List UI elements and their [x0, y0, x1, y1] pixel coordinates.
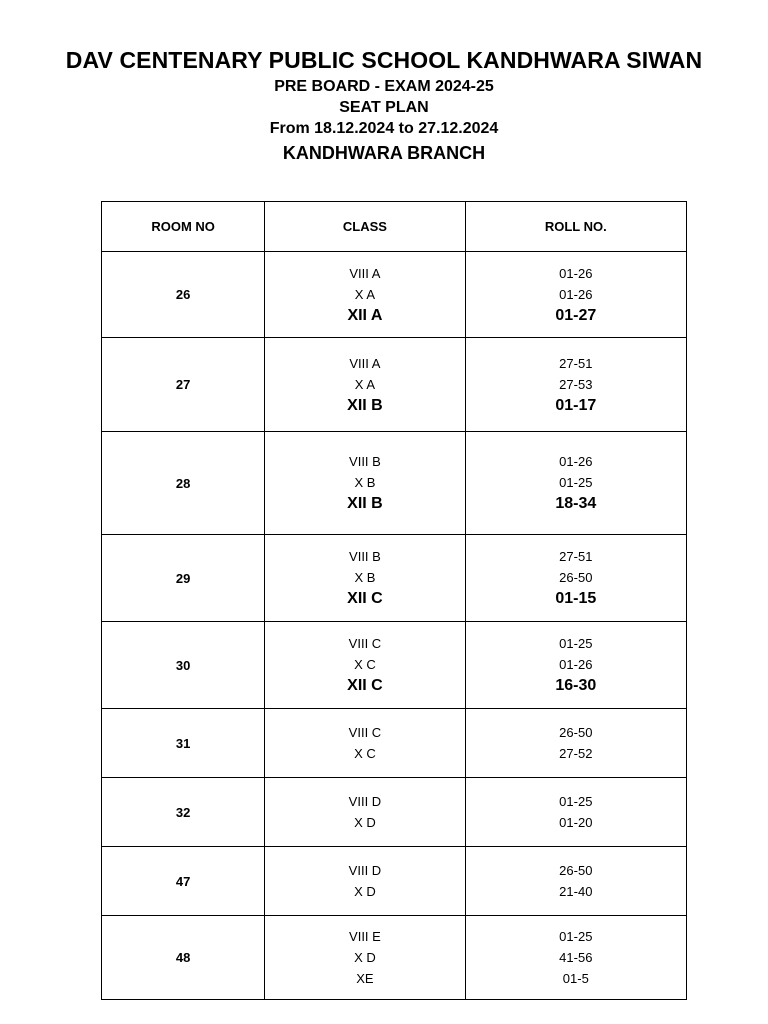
class-entry: XE [356, 971, 374, 986]
roll-range: 41-56 [559, 950, 593, 965]
header-room-no: ROOM NO [102, 202, 265, 252]
roll-range: 26-50 [559, 725, 593, 740]
seat-plan-title: SEAT PLAN [339, 99, 429, 116]
room-number: 26 [102, 252, 265, 338]
room-number: 31 [102, 709, 265, 778]
class-entry: X A [354, 286, 376, 302]
class-entry: XII B [347, 495, 383, 512]
seat-plan-table [101, 201, 687, 1000]
class-cell [265, 432, 465, 535]
roll-cell [465, 709, 686, 778]
roll-range: 18-34 [555, 495, 597, 512]
roll-range: 26-50 [559, 570, 593, 585]
class-entry: XII C [347, 590, 383, 607]
table-row [102, 778, 687, 847]
roll-range: 01-26 [559, 286, 593, 302]
roll-range: 01-26 [559, 265, 593, 281]
class-cell [265, 709, 465, 778]
table-row [102, 338, 687, 432]
room-number: 30 [102, 622, 265, 709]
roll-range: 26-50 [559, 863, 593, 878]
class-entry: VIII B [349, 454, 381, 469]
roll-cell [465, 778, 686, 847]
table-row [102, 535, 687, 622]
class-cell [265, 622, 465, 709]
table-row [102, 916, 687, 1000]
class-entry: VIII A [349, 265, 381, 281]
branch-name: KANDHWARA BRANCH [282, 143, 486, 163]
document-header [0, 44, 768, 166]
roll-range: 27-53 [559, 376, 593, 392]
roll-range: 21-40 [559, 884, 593, 899]
class-entry: VIII D [348, 863, 382, 878]
table-row [102, 622, 687, 709]
roll-range: 27-52 [559, 746, 593, 761]
roll-range: 27-51 [559, 355, 593, 371]
roll-cell [465, 916, 686, 1000]
table-row [102, 709, 687, 778]
class-entry: X C [354, 746, 376, 761]
class-entry: VIII B [349, 549, 381, 564]
roll-cell [465, 432, 686, 535]
class-entry: X C [354, 657, 376, 672]
class-cell [265, 916, 465, 1000]
roll-range: 01-27 [555, 306, 597, 324]
room-number: 48 [102, 916, 265, 1000]
roll-range: 01-17 [555, 396, 597, 414]
exam-title: PRE BOARD - EXAM 2024-25 [274, 78, 494, 95]
room-number: 32 [102, 778, 265, 847]
class-entry: VIII C [348, 636, 382, 651]
class-cell [265, 338, 465, 432]
roll-range: 16-30 [555, 677, 597, 694]
roll-range: 01-5 [562, 971, 589, 986]
table-row [102, 432, 687, 535]
roll-range: 01-26 [559, 454, 593, 469]
class-entry: X B [354, 570, 376, 585]
class-entry: VIII A [349, 355, 381, 371]
class-entry: X B [354, 475, 376, 490]
roll-range: 01-25 [559, 929, 593, 944]
roll-range: 01-25 [559, 794, 593, 809]
table-header-row [102, 202, 687, 252]
header-roll-no: ROLL NO. [465, 202, 686, 252]
class-entry: VIII E [349, 929, 381, 944]
class-entry: VIII C [348, 725, 382, 740]
class-entry: XII A [347, 306, 383, 324]
class-entry: X D [354, 815, 376, 830]
class-cell [265, 847, 465, 916]
class-entry: X A [354, 376, 376, 392]
room-number: 28 [102, 432, 265, 535]
roll-range: 01-20 [559, 815, 593, 830]
class-cell [265, 778, 465, 847]
class-cell [265, 252, 465, 338]
roll-range: 01-25 [559, 475, 593, 490]
roll-range: 01-26 [559, 657, 593, 672]
roll-range: 01-15 [555, 590, 597, 607]
room-number: 27 [102, 338, 265, 432]
roll-cell [465, 535, 686, 622]
roll-cell [465, 847, 686, 916]
table-row [102, 847, 687, 916]
class-entry: X D [354, 884, 376, 899]
exam-dates: From 18.12.2024 to 27.12.2024 [269, 120, 499, 137]
class-entry: VIII D [348, 794, 382, 809]
roll-cell [465, 252, 686, 338]
school-name: DAV CENTENARY PUBLIC SCHOOL KANDHWARA SIWAN [65, 47, 703, 73]
roll-cell [465, 622, 686, 709]
class-entry: XII C [347, 677, 383, 694]
class-entry: XII B [347, 396, 383, 414]
table-row [102, 252, 687, 338]
roll-cell [465, 338, 686, 432]
roll-range: 01-25 [559, 636, 593, 651]
room-number: 47 [102, 847, 265, 916]
class-entry: X D [354, 950, 376, 965]
class-cell [265, 535, 465, 622]
header-class: CLASS [265, 202, 465, 252]
room-number: 29 [102, 535, 265, 622]
roll-range: 27-51 [559, 549, 593, 564]
